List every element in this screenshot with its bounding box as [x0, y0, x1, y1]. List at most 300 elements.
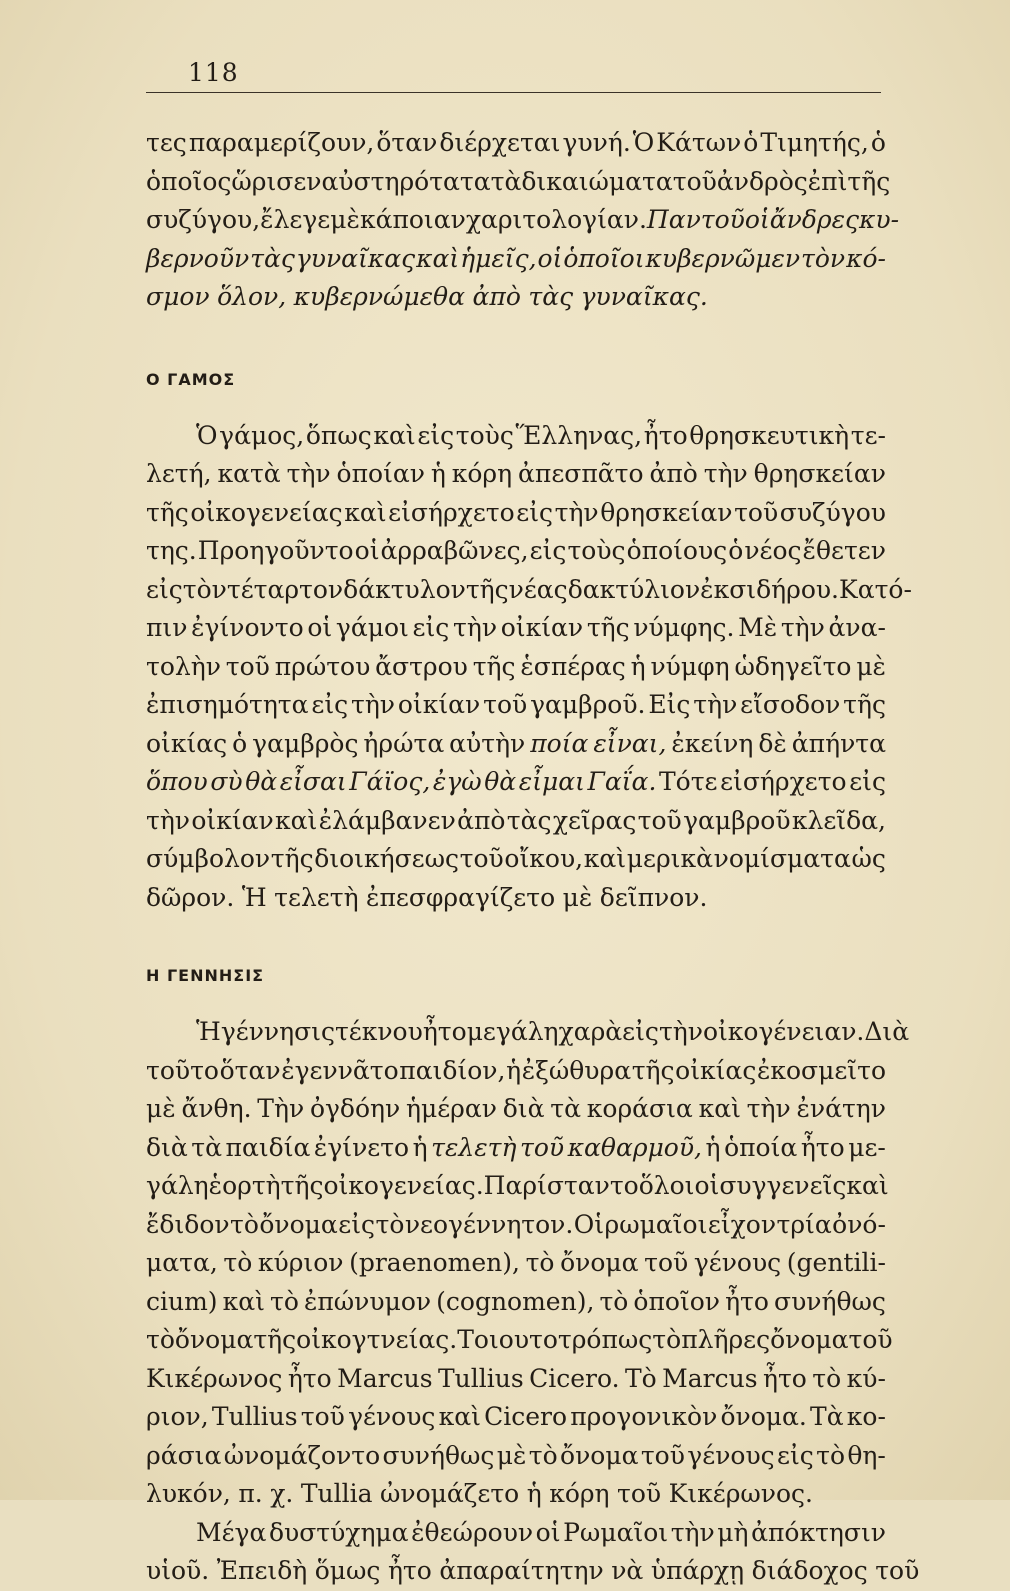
word: π.	[238, 1479, 263, 1508]
word: σὺ	[210, 767, 243, 796]
word: Marcus	[662, 1363, 758, 1393]
word: ἄστρου	[375, 651, 468, 681]
word: τὴν	[453, 613, 498, 642]
word: Cicero	[484, 1402, 568, 1431]
word: ὑπάρχῃ	[650, 1556, 745, 1585]
word: ἡμέραν	[406, 1094, 497, 1123]
word: ἑσπέρας	[520, 651, 626, 681]
text-line	[146, 1475, 886, 1514]
word: κυβερνῶμεν	[645, 243, 801, 273]
word: τοῦ	[875, 1556, 920, 1585]
word: ἀπόκτησιν	[751, 1517, 886, 1547]
text-line	[146, 417, 886, 456]
word: νομίσματα	[713, 844, 851, 873]
word: τοῦ	[617, 1479, 662, 1508]
word: Παρίσταντο	[483, 1171, 639, 1200]
word: τοῦ	[734, 497, 779, 527]
word: τὸ	[816, 1440, 846, 1470]
word: ἡ	[506, 1055, 522, 1085]
word: τὰς	[506, 805, 552, 835]
word: αὐστηρότατα	[321, 166, 491, 196]
word: τοὺς	[567, 536, 626, 565]
word: μὲ	[496, 1440, 527, 1470]
text-line	[146, 1552, 920, 1591]
word: τοῦ	[300, 1402, 345, 1431]
word: ἐγὼ	[432, 767, 482, 796]
word: τῆς	[843, 690, 886, 719]
word: οἱ	[744, 205, 770, 234]
word: ὀγδόην	[309, 1094, 401, 1123]
word: Κατό-	[839, 574, 912, 604]
paragraph-gamos	[146, 417, 912, 918]
word: ἐξώθυρα	[521, 1055, 632, 1085]
word: χαρὰ	[558, 1017, 623, 1046]
text-line	[146, 1206, 886, 1245]
word: Κάτων	[656, 128, 742, 157]
word: εἰσήρχετο	[720, 767, 847, 796]
word: τελετὴ	[431, 1132, 517, 1162]
text-column	[146, 124, 920, 1591]
word: τῆς	[586, 613, 630, 642]
word: συνήθως	[382, 1440, 495, 1470]
word: ἡ	[630, 651, 646, 681]
word: ὥρισεν	[231, 166, 322, 196]
word: μὲ	[146, 1094, 176, 1123]
word: καὶ	[275, 805, 318, 835]
word: ἔθετεν	[802, 536, 886, 565]
text-line	[146, 1283, 886, 1322]
word: βερνοῦν	[146, 243, 250, 273]
word: δυστύχημα	[268, 1517, 409, 1547]
word: τοῦ	[483, 690, 528, 719]
text-line	[146, 1013, 910, 1052]
word: τοῦ	[225, 651, 270, 681]
spacer	[146, 917, 886, 961]
word: τὸ	[270, 1286, 299, 1316]
word: οἱ	[535, 1517, 561, 1547]
word: Γάϊος,	[349, 767, 431, 796]
word: ὅταν	[219, 1055, 281, 1085]
word: γυναῖκας	[295, 243, 416, 273]
word: γένους	[687, 1440, 775, 1470]
word: Κικέρωνος	[146, 1363, 283, 1393]
word: Εἰς	[648, 690, 691, 719]
word: Tullia	[300, 1479, 373, 1508]
word: καὶ	[373, 420, 416, 450]
word: τῆς	[465, 574, 509, 604]
word: οἱ	[537, 243, 563, 273]
text-line	[146, 802, 886, 841]
word: ἀπὸ	[649, 459, 698, 488]
word: τελετὴ	[274, 882, 359, 912]
word: καὶ	[222, 1286, 265, 1316]
word: Tullius	[437, 1363, 524, 1393]
word: Tullius	[211, 1402, 298, 1431]
word: δεῖπνον.	[599, 882, 708, 912]
word: κο-	[846, 1402, 886, 1431]
word: τὸ	[230, 1209, 259, 1239]
word: γαμβρὸς	[252, 728, 359, 758]
word: Ὁ	[196, 420, 218, 450]
word: τὰς	[250, 243, 295, 273]
word: ἦτο	[422, 1017, 467, 1046]
word: εἰς	[311, 690, 349, 719]
word: διέρχεται	[439, 128, 561, 157]
word: τὴν	[746, 1094, 791, 1123]
word: καὶ	[846, 1171, 889, 1200]
text-line	[146, 163, 891, 202]
word: τέταρτον	[226, 574, 344, 604]
word: εἰς	[622, 1017, 659, 1046]
paragraph-dystychima	[146, 1514, 920, 1591]
word: γάμοι	[335, 613, 409, 642]
word: ὄνομα	[560, 1248, 639, 1277]
word: δικαιώματα	[521, 166, 673, 196]
word: τὰς	[528, 282, 574, 311]
word: οἰκογτνείας.	[296, 1325, 458, 1354]
word: οἰκίαν	[191, 805, 274, 835]
word: τὴν	[658, 1017, 703, 1046]
word: ὅλοι	[638, 1171, 695, 1200]
word: Ἐπειδὴ	[216, 1556, 308, 1585]
word: γένους	[693, 1248, 782, 1277]
word: τῆς	[253, 1325, 297, 1354]
word: τὴν	[670, 1517, 715, 1547]
word: θὰ	[484, 767, 517, 796]
word: πλῆρες	[681, 1325, 771, 1354]
word: κόρη	[451, 459, 513, 488]
word: cium)	[146, 1286, 218, 1316]
word: ὅλον,	[217, 282, 287, 311]
word: κάποιαν	[359, 205, 466, 234]
word: τολὴν	[146, 651, 221, 681]
word: τὰ	[191, 1132, 222, 1162]
word: γαμβροῦ	[683, 805, 791, 835]
word: τοῦ	[459, 844, 504, 873]
word: Ὁ	[632, 128, 655, 157]
word: δῶρον.	[146, 882, 235, 912]
word: ἦτο	[762, 1363, 807, 1393]
word: γένους	[348, 1402, 436, 1431]
word: τῆς	[280, 1171, 324, 1200]
word: χαριτολογίαν.	[465, 205, 647, 234]
word: ὁ	[743, 128, 759, 157]
text-line	[146, 124, 886, 163]
word: καὶ	[698, 1094, 741, 1123]
word: τοῦ	[644, 1248, 689, 1277]
text-line	[146, 1398, 886, 1437]
word: θρησκείαν	[753, 459, 886, 488]
word: ἔλεγε	[260, 205, 331, 234]
text-line	[146, 648, 886, 687]
word: ὡς	[851, 844, 886, 873]
word: εἰς	[516, 497, 554, 527]
word: τὸ	[599, 1286, 629, 1316]
word: ὄνομα	[259, 1209, 338, 1239]
word: συνήθως	[774, 1286, 886, 1316]
word: νέος	[744, 536, 802, 565]
word: ἦτο	[800, 1132, 845, 1162]
word: καὶ	[344, 497, 387, 527]
word: ἀπαραίτητην	[439, 1556, 604, 1585]
word: οἱ	[354, 536, 380, 565]
word: δὲ	[758, 728, 787, 758]
word: σύμβολον	[146, 844, 271, 873]
word: εἰς	[777, 1440, 814, 1470]
word: εἶμαι	[518, 767, 585, 796]
word: ποία	[530, 728, 589, 758]
word: εἰς	[529, 536, 567, 565]
text-line	[146, 455, 886, 494]
word: εἶναι,	[593, 728, 667, 758]
word: Τότε	[659, 767, 718, 796]
word: ἀπὸ	[472, 282, 521, 311]
word: θη-	[847, 1440, 886, 1470]
word: κυ-	[858, 205, 900, 234]
word: ἀπὸ	[457, 805, 506, 835]
word: υἱοῦ.	[146, 1556, 210, 1585]
word: οἰκίας	[675, 1055, 757, 1085]
word: Γαΐα.	[587, 767, 657, 796]
word: ἐκοσμεῖτο	[756, 1055, 886, 1085]
word: ὡδηγεῖτο	[734, 651, 852, 681]
word: τὸ	[223, 1248, 253, 1277]
word: λυκόν,	[146, 1479, 231, 1508]
word: τὴν	[780, 613, 825, 642]
word: πιν	[146, 613, 188, 642]
word: διάδοχος	[751, 1556, 868, 1585]
text-line	[146, 1090, 886, 1129]
word: Ἡ	[241, 882, 267, 912]
word: τοῦτο	[146, 1055, 219, 1085]
word: Τὴν	[257, 1094, 305, 1123]
text-line	[146, 1437, 886, 1476]
text-line	[146, 609, 886, 648]
word: καὶ	[438, 1402, 481, 1431]
word: ἐγεννᾶτο	[281, 1055, 399, 1085]
word: Τοιουτοτρόπως	[457, 1325, 653, 1354]
word: σμον	[146, 282, 210, 311]
word: ριον,	[146, 1402, 209, 1431]
word: τρία	[776, 1209, 832, 1239]
word: ὁ	[728, 536, 744, 565]
word: τοῦ	[640, 1440, 685, 1470]
spacer	[146, 317, 886, 365]
word: διὰ	[502, 1094, 545, 1123]
word: νύμφης.	[633, 613, 735, 642]
word: οἱ	[694, 1171, 720, 1200]
word: ρωμαῖοι	[604, 1209, 708, 1239]
text-line	[146, 1167, 889, 1206]
text-line	[146, 201, 900, 240]
word: νὰ	[611, 1556, 644, 1585]
word: τέκνου	[334, 1017, 423, 1046]
word: τὸ	[375, 1209, 405, 1239]
word: ἐνάτην	[796, 1094, 886, 1123]
word: τὴν	[554, 497, 599, 527]
word: θρησκείαν	[600, 497, 733, 527]
word: ὅμως	[314, 1556, 381, 1585]
word: κατὰ	[217, 459, 281, 488]
word: τὴν	[351, 690, 396, 719]
paragraph-continuation	[146, 124, 900, 317]
word: μὲ	[856, 651, 886, 681]
word: οἱ	[307, 613, 333, 642]
word: ἡμεῖς,	[460, 243, 537, 273]
word: γέννησις	[220, 1017, 335, 1046]
word: καὶ	[583, 844, 627, 873]
text-line	[146, 840, 886, 879]
word: τοῦ	[637, 805, 682, 835]
word: εἰς	[417, 420, 455, 450]
text-line	[146, 879, 886, 918]
word: Τὰ	[810, 1402, 844, 1431]
word: νέας	[508, 574, 568, 604]
word: νεογέννητον.	[404, 1209, 574, 1239]
word: ὁποῖος	[146, 166, 232, 196]
word: τὴν	[693, 690, 738, 719]
word: ὀνό-	[832, 1209, 886, 1239]
word: εἰσήρχετο	[388, 497, 515, 527]
word: οἰκίαν	[397, 690, 481, 719]
word: τὸν	[182, 574, 227, 604]
word: ἐπισημότητα	[146, 690, 309, 719]
word: μὲ	[330, 205, 360, 234]
word: κύ-	[846, 1363, 886, 1393]
word: τοῦ	[848, 1325, 893, 1354]
word: θρησκευτικὴ	[689, 420, 850, 450]
word: ἡ	[705, 1132, 721, 1162]
word: εἰς	[849, 767, 886, 796]
word: ἦτο	[387, 1556, 432, 1585]
word: Μέγα	[196, 1517, 267, 1547]
word: ἐθεώρουν	[411, 1517, 534, 1547]
word: θὰ	[245, 767, 278, 796]
word: ὅπου	[146, 767, 208, 796]
word: δακτύλιον	[567, 574, 701, 604]
word: τῆς	[472, 651, 516, 681]
word: ἀπεσπᾶτο	[518, 459, 644, 488]
word: ὁποία	[724, 1132, 798, 1162]
word: Τιμητής,	[760, 128, 869, 157]
word: συζύγου,	[146, 205, 261, 234]
word: κόρη	[549, 1479, 610, 1508]
word: Τὸ	[624, 1363, 657, 1393]
word: γάμος,	[219, 420, 305, 450]
section-heading-gennisis: Η ΓΕΝΝΗΣΙΣ	[146, 966, 265, 985]
text-line	[146, 532, 886, 571]
word: ἡ	[526, 1479, 542, 1508]
word: μερικὰ	[626, 844, 713, 873]
text-line	[146, 571, 912, 610]
text-line	[146, 1129, 886, 1168]
page-number: 118	[188, 58, 239, 87]
word: τῆς	[631, 1055, 675, 1085]
word: λετή,	[146, 459, 212, 488]
word: ὁποίαν	[336, 459, 425, 488]
word: ἀπήντα	[791, 728, 886, 758]
word: ὅπως	[305, 420, 372, 450]
word: ὁ	[870, 128, 886, 157]
word: εἶσαι	[279, 767, 347, 796]
word: (praenomen),	[349, 1248, 520, 1277]
word: κυβερνώμεθα	[293, 282, 465, 311]
word: παιδία	[225, 1132, 311, 1162]
word: ὠνομάζοντο	[223, 1440, 381, 1470]
word: εἶχον	[707, 1209, 777, 1239]
text-line	[146, 686, 886, 725]
word: ἀνδρὸς	[716, 166, 808, 196]
word: τες	[146, 128, 187, 157]
word: κοράσια	[586, 1094, 693, 1123]
word: εἴσοδον	[740, 690, 841, 719]
word: τὸ	[812, 1363, 842, 1393]
text-line	[146, 763, 886, 802]
word: ἦτο	[287, 1363, 332, 1393]
word: κό-	[846, 243, 886, 273]
word: ὁποῖοι	[563, 243, 645, 273]
word: ἐγίνοντο	[191, 613, 304, 642]
word: σιδήρου.	[729, 574, 840, 604]
word: τὸ	[528, 1440, 558, 1470]
word: ἔδιδον	[146, 1209, 230, 1239]
word: Μὲ	[738, 613, 778, 642]
word: ἐπεσφραγίζετο	[366, 882, 556, 912]
word: δάκτυλον	[343, 574, 466, 604]
word: ὁ	[232, 728, 248, 758]
word: νύμφη	[650, 651, 730, 681]
word: εἰς	[412, 613, 450, 642]
word: ἦτο	[643, 420, 688, 450]
word: συγγενεῖς	[719, 1171, 847, 1200]
word: τῆς	[146, 497, 189, 527]
word: συζύγου	[779, 497, 886, 527]
word: καὶ	[416, 243, 460, 273]
word: παραμερίζουν,	[188, 128, 375, 157]
text-line	[146, 240, 886, 279]
word: ἐκείνη	[671, 728, 754, 758]
word: κλεῖδα,	[791, 805, 886, 835]
word: μὴ	[717, 1517, 749, 1547]
word: οἰκογενείας.	[323, 1171, 484, 1200]
word: ἀνα-	[828, 613, 886, 642]
word: τῆς	[847, 166, 891, 196]
word: τε-	[850, 420, 886, 450]
word: τοὺς	[455, 420, 514, 450]
word: γυνή.	[562, 128, 631, 157]
word: τὰ	[490, 166, 522, 196]
text-line	[146, 1514, 886, 1553]
word: οἴκου,	[504, 844, 584, 873]
word: ἡ	[412, 1132, 428, 1162]
word: ἠρώτα	[363, 728, 445, 758]
word: παιδίον,	[399, 1055, 506, 1085]
word: τὰ	[550, 1094, 581, 1123]
word: γαμβροῦ.	[530, 690, 646, 719]
word: Cicero.	[529, 1363, 620, 1393]
word: Προηγοῦντο	[197, 536, 354, 565]
word: ἡ	[430, 459, 446, 488]
text-line	[146, 725, 886, 764]
word: ὄνομα	[560, 1440, 639, 1470]
word: προγονικὸν	[570, 1402, 718, 1431]
word: τὸ	[525, 1248, 555, 1277]
word: τοῦ	[520, 1132, 565, 1162]
word: ἄνθη.	[181, 1094, 252, 1123]
word: τὴν	[286, 459, 331, 488]
word: ἑορτὴ	[208, 1171, 281, 1200]
word: ὄνομα	[174, 1325, 254, 1354]
